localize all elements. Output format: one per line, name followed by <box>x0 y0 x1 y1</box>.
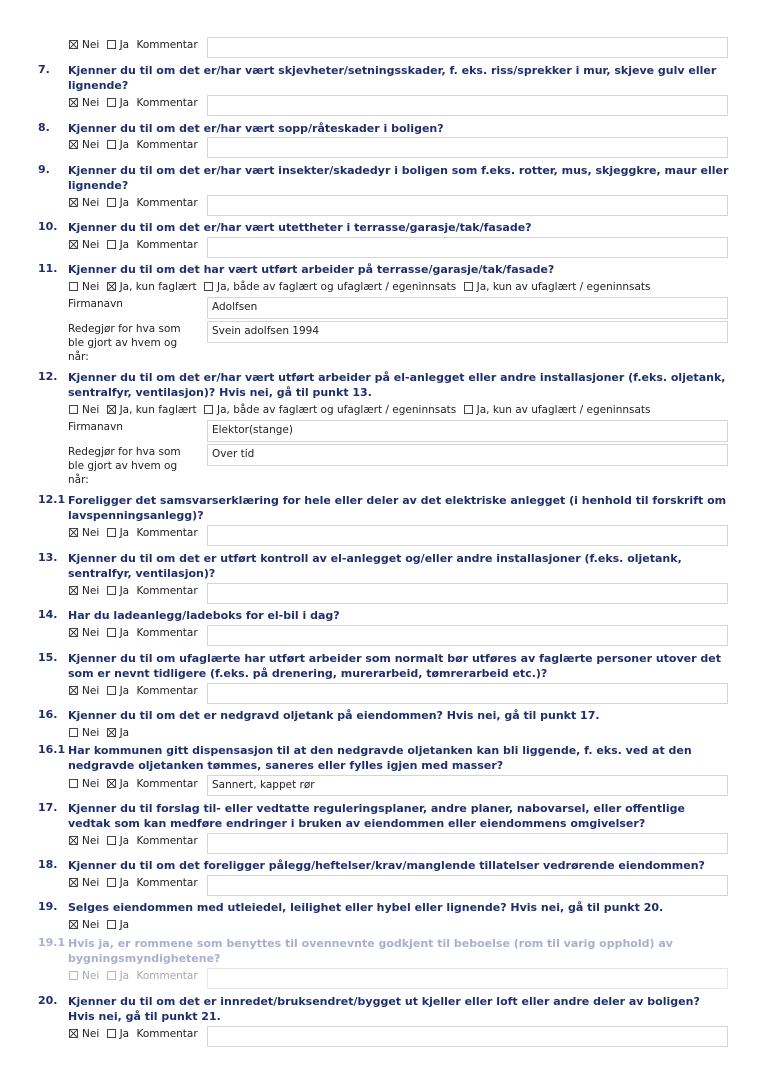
q14-nei-checkbox[interactable] <box>69 628 78 637</box>
q16-options <box>69 726 129 740</box>
q13-number: 13. <box>38 551 58 564</box>
q12-ja-ufaglaert-checkbox[interactable] <box>464 405 473 414</box>
q15-options <box>69 684 198 698</box>
q11-options <box>69 280 651 294</box>
q12-1-question: Foreligger det samsvarserklæring for hele eller deler av det elektriske anlegget (i henhold til forskrift om lavspenningsanlegg)? <box>68 494 727 522</box>
q20-question: Kjenner du til om det er innredet/bruksendret/bygget ut kjeller eller loft eller andre deler av boligen? Hvis nei, gå til punkt 21. <box>68 995 700 1023</box>
q8-number: 8. <box>38 121 50 134</box>
q20-ja-label: Ja <box>119 1028 130 1040</box>
q18-ja-checkbox[interactable] <box>107 878 116 887</box>
q19-ja-label: Ja <box>119 919 130 931</box>
q19-question: Selges eiendommen med utleiedel, leilighet eller hybel eller lignende? Hvis nei, gå til punkt 20. <box>68 901 664 914</box>
q12-firmanavn-label: Firmanavn <box>68 421 123 433</box>
q12-redegjor-field[interactable]: Over tid <box>207 444 728 466</box>
q8-options <box>69 138 198 152</box>
q11-ja-begge-label: Ja, både av faglært og ufaglært / egeninnsats <box>217 281 457 293</box>
q8-question: Kjenner du til om det er/har vært sopp/råteskader i boligen? <box>68 122 444 135</box>
q12-ja-ufaglaert-label: Ja, kun av ufaglært / egeninnsats <box>476 404 651 416</box>
q12-ja-faglaert-label: Ja, kun faglært <box>119 404 197 416</box>
q9-nei-label: Nei <box>82 197 100 209</box>
q11-ja-ufaglaert-label: Ja, kun av ufaglært / egeninnsats <box>476 281 651 293</box>
q20-options <box>69 1027 198 1041</box>
q8-kommentar-label: Kommentar <box>136 139 198 151</box>
q12-question: Kjenner du til om det er/har vært utført arbeider på el-anlegget eller andre installasjoner (f.eks. oljetank, sentralfyr, ventilasjon)? Hvis nei, gå til punkt 13. <box>68 371 726 399</box>
q11-ja-ufaglaert-checkbox[interactable] <box>464 282 473 291</box>
q12-1-ja-label: Ja <box>119 527 130 539</box>
q10-ja-checkbox[interactable] <box>107 240 116 249</box>
q6-comment-field[interactable] <box>207 37 728 58</box>
q16-1-ja-checkbox[interactable] <box>107 779 116 788</box>
q7-ja-label: Ja <box>119 97 130 109</box>
q16-nei-label: Nei <box>82 727 100 739</box>
q11-nei-label: Nei <box>82 281 100 293</box>
q10-comment-field[interactable] <box>207 237 728 258</box>
q17-nei-checkbox[interactable] <box>69 836 78 845</box>
q12-1-number: 12.1 <box>38 493 66 506</box>
q19-1-ja-checkbox <box>107 971 116 980</box>
q11-redegjor-field[interactable]: Svein adolfsen 1994 <box>207 321 728 343</box>
q20-kommentar-label: Kommentar <box>136 1028 198 1040</box>
q19-1-nei-checkbox <box>69 971 78 980</box>
q19-1-comment-field <box>207 968 728 989</box>
q11-number: 11. <box>38 262 58 275</box>
q8-nei-checkbox[interactable] <box>69 140 78 149</box>
q15-ja-checkbox[interactable] <box>107 686 116 695</box>
q15-ja-label: Ja <box>119 685 130 697</box>
q18-nei-checkbox[interactable] <box>69 878 78 887</box>
q6-kommentar-label: Kommentar <box>136 39 198 51</box>
q16-nei-checkbox[interactable] <box>69 728 78 737</box>
q20-comment-field[interactable] <box>207 1026 728 1047</box>
q9-kommentar-label: Kommentar <box>136 197 198 209</box>
q8-comment-field[interactable] <box>207 137 728 158</box>
q15-kommentar-label: Kommentar <box>136 685 198 697</box>
q6-options <box>69 38 198 52</box>
q12-firmanavn-field[interactable]: Elektor(stange) <box>207 420 728 442</box>
q12-nei-label: Nei <box>82 404 100 416</box>
q9-options <box>69 196 198 210</box>
q19-number: 19. <box>38 900 58 913</box>
q13-kommentar-label: Kommentar <box>136 585 198 597</box>
q16-question: Kjenner du til om det er nedgravd oljetank på eiendommen? Hvis nei, gå til punkt 17. <box>68 709 600 722</box>
q11-redegjor-label: Redegjør for hva som ble gjort av hvem og når: <box>68 323 181 363</box>
q19-1-ja-label: Ja <box>119 970 130 982</box>
q8-ja-checkbox[interactable] <box>107 140 116 149</box>
q11-ja-faglaert-checkbox[interactable] <box>107 282 116 291</box>
q15-question: Kjenner du til om ufaglærte har utført arbeider som normalt bør utføres av faglærte personer utover det som er nevnt tidligere (f.eks. på drenering, murerarbeid, tømrerarbeid etc.)? <box>68 652 721 680</box>
q19-1-options <box>69 969 198 983</box>
q7-question: Kjenner du til om det er/har vært skjevheter/setningsskader, f. eks. riss/sprekker i mur, skjeve gulv eller lignende? <box>68 64 717 92</box>
q7-nei-label: Nei <box>82 97 100 109</box>
q6-nei-checkbox[interactable] <box>69 40 78 49</box>
q6-ja-label: Ja <box>119 39 130 51</box>
q13-comment-field[interactable] <box>207 583 728 604</box>
q10-kommentar-label: Kommentar <box>136 239 198 251</box>
q18-comment-field[interactable] <box>207 875 728 896</box>
q19-options <box>69 918 129 932</box>
q14-ja-label: Ja <box>119 627 130 639</box>
q9-ja-checkbox[interactable] <box>107 198 116 207</box>
q10-options <box>69 238 198 252</box>
q16-ja-label: Ja <box>119 727 130 739</box>
q7-options <box>69 96 198 110</box>
q12-1-nei-checkbox[interactable] <box>69 528 78 537</box>
q15-comment-field[interactable] <box>207 683 728 704</box>
q12-nei-checkbox[interactable] <box>69 405 78 414</box>
q13-nei-label: Nei <box>82 585 100 597</box>
q16-1-comment-field[interactable]: Sannert, kappet rør <box>207 775 728 796</box>
q7-kommentar-label: Kommentar <box>136 97 198 109</box>
q20-nei-label: Nei <box>82 1028 100 1040</box>
q8-ja-label: Ja <box>119 139 130 151</box>
q7-comment-field[interactable] <box>207 95 728 116</box>
q18-options <box>69 876 198 890</box>
q14-kommentar-label: Kommentar <box>136 627 198 639</box>
q20-nei-checkbox[interactable] <box>69 1029 78 1038</box>
q17-question: Kjenner du til forslag til- eller vedtatte reguleringsplaner, andre planer, nabovarsel, eller offentlige vedtak som kan medføre endringer i bruken av eiendommen eller eiendommens omgivelser? <box>68 802 685 830</box>
q11-nei-checkbox[interactable] <box>69 282 78 291</box>
q11-firmanavn-field[interactable]: Adolfsen <box>207 297 728 319</box>
q12-redegjor-label: Redegjør for hva som ble gjort av hvem og når: <box>68 446 181 486</box>
q10-ja-label: Ja <box>119 239 130 251</box>
q14-question: Har du ladeanlegg/ladeboks for el-bil i dag? <box>68 609 340 622</box>
q13-ja-label: Ja <box>119 585 130 597</box>
q16-ja-checkbox[interactable] <box>107 728 116 737</box>
q9-nei-checkbox[interactable] <box>69 198 78 207</box>
q14-ja-checkbox[interactable] <box>107 628 116 637</box>
q16-1-ja-label: Ja <box>119 778 130 790</box>
q9-comment-field[interactable] <box>207 195 728 216</box>
q19-nei-checkbox[interactable] <box>69 920 78 929</box>
q19-1-question: Hvis ja, er rommene som benyttes til ovennevnte godkjent til beboelse (rom til varig opphold) av bygningsmyndighetene? <box>68 937 673 965</box>
q17-kommentar-label: Kommentar <box>136 835 198 847</box>
q9-ja-label: Ja <box>119 197 130 209</box>
q12-number: 12. <box>38 370 58 383</box>
q13-options <box>69 584 198 598</box>
q11-ja-begge-checkbox[interactable] <box>204 282 213 291</box>
q14-number: 14. <box>38 608 58 621</box>
q7-number: 7. <box>38 63 50 76</box>
q12-1-ja-checkbox[interactable] <box>107 528 116 537</box>
q19-1-number: 19.1 <box>38 936 66 949</box>
q18-question: Kjenner du til om det foreligger pålegg/heftelser/krav/manglende tillatelser vedrørende eiendommen? <box>68 859 705 872</box>
q12-1-options <box>69 526 198 540</box>
q12-1-comment-field[interactable] <box>207 525 728 546</box>
q16-1-question: Har kommunen gitt dispensasjon til at den nedgravde oljetanken kan bli liggende, f. eks. ved at den nedgravde oljetanken tømmes, saneres eller fylles igjen med masser? <box>68 744 692 772</box>
q17-comment-field[interactable] <box>207 833 728 854</box>
q19-nei-label: Nei <box>82 919 100 931</box>
q19-ja-checkbox[interactable] <box>107 920 116 929</box>
q12-1-nei-label: Nei <box>82 527 100 539</box>
q8-nei-label: Nei <box>82 139 100 151</box>
q9-number: 9. <box>38 163 50 176</box>
q19-1-nei-label: Nei <box>82 970 100 982</box>
q12-options <box>69 403 651 417</box>
q16-1-kommentar-label: Kommentar <box>136 778 198 790</box>
q15-nei-checkbox[interactable] <box>69 686 78 695</box>
q15-number: 15. <box>38 651 58 664</box>
q11-firmanavn-label: Firmanavn <box>68 298 123 310</box>
q12-ja-faglaert-checkbox[interactable] <box>107 405 116 414</box>
q14-options <box>69 626 198 640</box>
q13-ja-checkbox[interactable] <box>107 586 116 595</box>
q16-number: 16. <box>38 708 58 721</box>
q6-nei-label: Nei <box>82 39 100 51</box>
q9-question: Kjenner du til om det er/har vært insekter/skadedyr i boligen som f.eks. rotter, mus, skjeggkre, maur eller lignende? <box>68 164 729 192</box>
q14-comment-field[interactable] <box>207 625 728 646</box>
q11-question: Kjenner du til om det har vært utført arbeider på terrasse/garasje/tak/fasade? <box>68 263 555 276</box>
q20-ja-checkbox[interactable] <box>107 1029 116 1038</box>
q6-ja-checkbox[interactable] <box>107 40 116 49</box>
q20-number: 20. <box>38 994 58 1007</box>
q18-kommentar-label: Kommentar <box>136 877 198 889</box>
q14-nei-label: Nei <box>82 627 100 639</box>
q17-options <box>69 834 198 848</box>
q10-number: 10. <box>38 220 58 233</box>
q7-ja-checkbox[interactable] <box>107 98 116 107</box>
q12-ja-begge-checkbox[interactable] <box>204 405 213 414</box>
q18-ja-label: Ja <box>119 877 130 889</box>
q16-1-options <box>69 777 198 791</box>
q10-question: Kjenner du til om det er/har vært utettheter i terrasse/garasje/tak/fasade? <box>68 221 532 234</box>
q19-1-kommentar-label: Kommentar <box>136 970 198 982</box>
q12-1-kommentar-label: Kommentar <box>136 527 198 539</box>
q17-nei-label: Nei <box>82 835 100 847</box>
q12-ja-begge-label: Ja, både av faglært og ufaglært / egeninnsats <box>217 404 457 416</box>
q18-nei-label: Nei <box>82 877 100 889</box>
q17-ja-checkbox[interactable] <box>107 836 116 845</box>
q16-1-number: 16.1 <box>38 743 66 756</box>
q13-nei-checkbox[interactable] <box>69 586 78 595</box>
q7-nei-checkbox[interactable] <box>69 98 78 107</box>
q17-number: 17. <box>38 801 58 814</box>
q16-1-nei-checkbox[interactable] <box>69 779 78 788</box>
q15-nei-label: Nei <box>82 685 100 697</box>
q11-ja-faglaert-label: Ja, kun faglært <box>119 281 197 293</box>
q18-number: 18. <box>38 858 58 871</box>
q17-ja-label: Ja <box>119 835 130 847</box>
q16-1-nei-label: Nei <box>82 778 100 790</box>
q10-nei-checkbox[interactable] <box>69 240 78 249</box>
q10-nei-label: Nei <box>82 239 100 251</box>
q13-question: Kjenner du til om det er utført kontroll av el-anlegget og/eller andre installasjoner (f.eks. oljetank, sentralfyr, ventilasjon)? <box>68 552 682 580</box>
